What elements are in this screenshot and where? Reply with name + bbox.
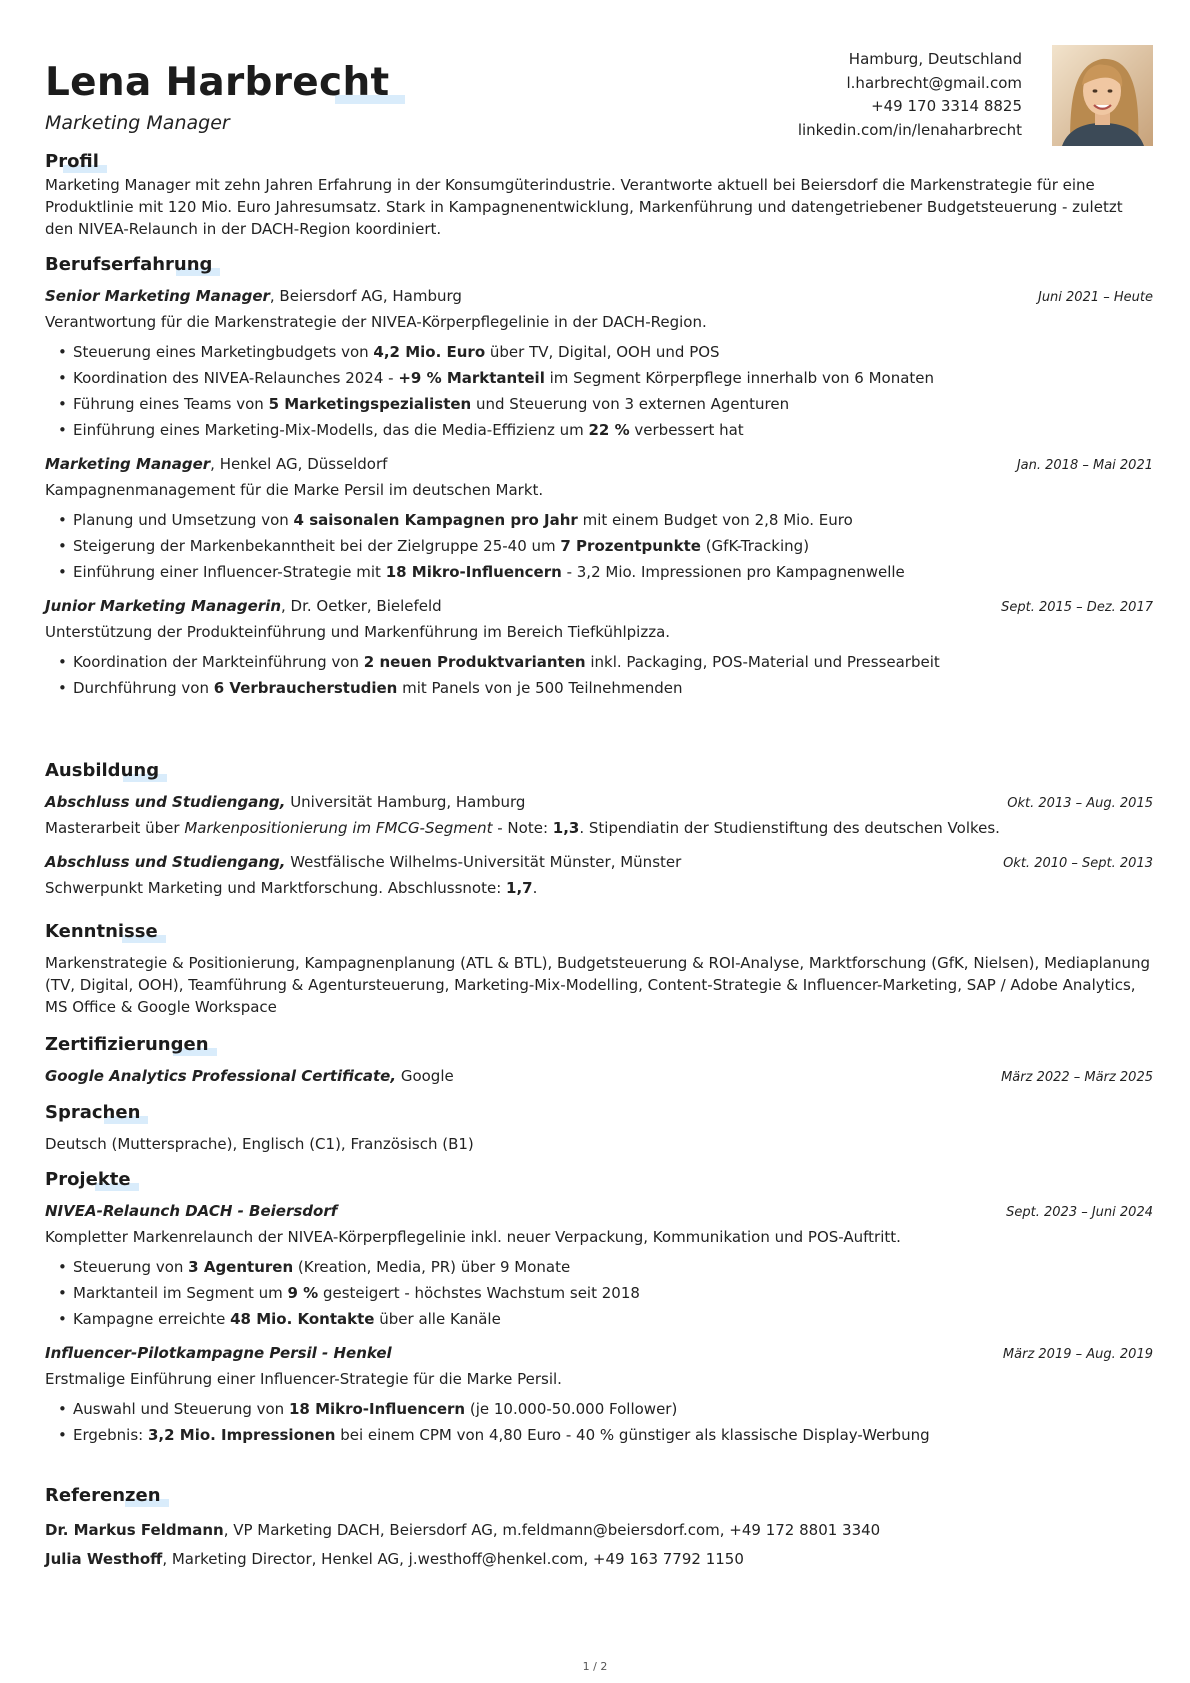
job-org: , Beiersdorf AG, Hamburg xyxy=(269,287,462,305)
project-title-wrap xyxy=(45,1342,392,1364)
experience-section xyxy=(45,253,1153,701)
profile-text: Marketing Manager mit zehn Jahren Erfahrung in der Konsumgüterindustrie. Verantworte aktuell bei Beiersdorf die Markenstrategie für eine Produktlinie mit 120 Mio. Euro Jahresumsatz. Stark in Kampagnenentwicklung, Markenführung und datengetriebener Budgetsteuerung - zuletzt den NIVEA-Relaunch in der DACH-Region koordiniert. xyxy=(45,176,1123,238)
certification-date: März 2022 – März 2025 xyxy=(1001,1070,1153,1085)
education-degree: Abschluss und Studiengang, xyxy=(45,853,286,871)
references-section xyxy=(45,1484,1153,1574)
profile-section xyxy=(45,150,1153,240)
job-header xyxy=(45,595,1153,619)
bullet-item: • Einführung eines Marketing-Mix-Modells, das die Media-Effizienz um 22 % verbessert hat xyxy=(73,417,1153,443)
job-summary: Unterstützung der Produkteinführung und Markenführung im Bereich Tiefkühlpizza. xyxy=(45,623,671,641)
education-section xyxy=(45,759,1153,899)
education-date: Okt. 2010 – Sept. 2013 xyxy=(1003,856,1153,871)
project-summary: Erstmalige Einführung einer Influencer-Strategie für die Marke Persil. xyxy=(45,1370,562,1388)
bullet-item: • Steuerung eines Marketingbudgets von 4,2 Mio. Euro über TV, Digital, OOH und POS xyxy=(73,339,1153,365)
resume-header xyxy=(45,0,1153,160)
bullet-item: • Ergebnis: 3,2 Mio. Impressionen bei einem CPM von 4,80 Euro - 40 % günstiger als klassische Display-Werbung xyxy=(73,1422,1153,1448)
languages-text: Deutsch (Muttersprache), Englisch (C1), Französisch (B1) xyxy=(45,1135,474,1153)
reference-name: Dr. Markus Feldmann xyxy=(45,1521,224,1539)
project-entry xyxy=(45,1200,1153,1332)
job-date: Jan. 2018 – Mai 2021 xyxy=(1016,458,1153,473)
certification-entry xyxy=(45,1065,1153,1089)
contact-phone: +49 170 3314 8825 xyxy=(871,97,1022,115)
resume-page xyxy=(45,0,1153,1683)
bullet-item: • Koordination des NIVEA-Relaunches 2024 - +9 % Marktanteil im Segment Körperpflege innerhalb von 6 Monaten xyxy=(73,365,1153,391)
section-title-languages: Sprachen xyxy=(45,1102,141,1123)
job-bullets xyxy=(45,649,1153,701)
contact-block xyxy=(798,48,1022,142)
project-date: März 2019 – Aug. 2019 xyxy=(1002,1347,1153,1362)
contact-email[interactable]: l.harbrecht@gmail.com xyxy=(846,73,1022,92)
reference-details: , VP Marketing DACH, Beiersdorf AG, m.feldmann@beiersdorf.com, +49 172 8801 3340 xyxy=(223,1521,881,1539)
project-title: Influencer-Pilotkampagne Persil - Henkel xyxy=(45,1344,392,1362)
bullet-item: • Einführung einer Influencer-Strategie mit 18 Mikro-Influencern - 3,2 Mio. Impressionen pro Kampagnenwelle xyxy=(73,559,1153,585)
job-entry xyxy=(45,285,1153,443)
job-date: Juni 2021 – Heute xyxy=(1037,290,1153,305)
bullet-item: • Planung und Umsetzung von 4 saisonalen Kampagnen pro Jahr mit einem Budget von 2,8 Mio. Euro xyxy=(73,507,1153,533)
section-title-references: Referenzen xyxy=(45,1485,161,1506)
education-details: Schwerpunkt Marketing und Marktforschung. Abschlussnote: 1,7. xyxy=(45,879,538,897)
bullet-item: • Kampagne erreichte 48 Mio. Kontakte über alle Kanäle xyxy=(73,1306,1153,1332)
bullet-item: • Steuerung von 3 Agenturen (Kreation, Media, PR) über 9 Monate xyxy=(73,1254,1153,1280)
education-org: Westfälische Wilhelms-Universität Münster, Münster xyxy=(285,853,682,871)
job-role: Junior Marketing Managerin xyxy=(45,597,281,615)
job-entry xyxy=(45,453,1153,585)
education-degree-org xyxy=(45,851,681,873)
education-degree-org xyxy=(45,791,525,813)
education-details: Masterarbeit über Markenpositionierung im FMCG-Segment - Note: 1,3. Stipendiatin der Studienstiftung des deutschen Volkes. xyxy=(45,819,1000,837)
project-entry xyxy=(45,1342,1153,1448)
education-header xyxy=(45,791,1153,815)
section-title-experience: Berufserfahrung xyxy=(45,254,213,275)
bullet-item: • Koordination der Markteinführung von 2 neuen Produktvarianten inkl. Packaging, POS-Material und Pressearbeit xyxy=(73,649,1153,675)
job-role: Marketing Manager xyxy=(45,455,211,473)
education-org: Universität Hamburg, Hamburg xyxy=(285,793,526,811)
education-date: Okt. 2013 – Aug. 2015 xyxy=(1007,796,1153,811)
reference-entry xyxy=(45,1545,1153,1574)
section-title-education: Ausbildung xyxy=(45,760,160,781)
reference-entry xyxy=(45,1516,1153,1545)
section-title-profile: Profil xyxy=(45,151,99,172)
job-summary: Verantwortung für die Markenstrategie der NIVEA-Körperpflegelinie in der DACH-Region. xyxy=(45,313,707,331)
bullet-item: • Auswahl und Steuerung von 18 Mikro-Influencern (je 10.000-50.000 Follower) xyxy=(73,1396,1153,1422)
project-header xyxy=(45,1342,1153,1366)
job-role-org xyxy=(45,285,462,307)
certification-issuer: Google xyxy=(396,1067,454,1085)
projects-section xyxy=(45,1168,1153,1448)
job-entry xyxy=(45,595,1153,701)
page-number: 1 / 2 xyxy=(582,1660,608,1673)
skills-section xyxy=(45,920,1153,1018)
job-title: Marketing Manager xyxy=(45,112,230,134)
skills-text: Markenstrategie & Positionierung, Kampagnenplanung (ATL & BTL), Budgetsteuerung & ROI-Analyse, Marktforschung (GfK, Nielsen), Mediaplanung (TV, Digital, OOH), Teamführung & Agentursteuerung, Marketing-Mix-Modelling, Content-Strategie & Influencer-Marketing, SAP / Adobe Analytics, MS Office & Google Workspace xyxy=(45,954,1151,1016)
job-header xyxy=(45,453,1153,477)
job-org: , Dr. Oetker, Bielefeld xyxy=(281,597,442,615)
project-header xyxy=(45,1200,1153,1224)
certification-name-issuer xyxy=(45,1065,454,1087)
job-date: Sept. 2015 – Dez. 2017 xyxy=(1001,600,1153,615)
contact-linkedin[interactable]: linkedin.com/in/lenaharbrecht xyxy=(797,120,1022,139)
education-header xyxy=(45,851,1153,875)
job-summary: Kampagnenmanagement für die Marke Persil im deutschen Markt. xyxy=(45,481,544,499)
languages-section xyxy=(45,1101,1153,1155)
project-bullets xyxy=(45,1254,1153,1332)
education-entry xyxy=(45,851,1153,899)
job-bullets xyxy=(45,507,1153,585)
bullet-item: • Steigerung der Markenbekanntheit bei der Zielgruppe 25-40 um 7 Prozentpunkte (GfK-Tracking) xyxy=(73,533,1153,559)
candidate-name: Lena Harbrecht xyxy=(45,60,390,105)
bullet-item: • Marktanteil im Segment um 9 % gesteigert - höchstes Wachstum seit 2018 xyxy=(73,1280,1153,1306)
contact-location: Hamburg, Deutschland xyxy=(848,50,1022,68)
project-title: NIVEA-Relaunch DACH - Beiersdorf xyxy=(45,1202,338,1220)
reference-details: , Marketing Director, Henkel AG, j.westhoff@henkel.com, +49 163 7792 1150 xyxy=(162,1550,744,1568)
section-title-projects: Projekte xyxy=(45,1169,131,1190)
project-title-wrap xyxy=(45,1200,337,1222)
section-title-skills: Kenntnisse xyxy=(45,921,158,942)
job-header xyxy=(45,285,1153,309)
education-entry xyxy=(45,791,1153,839)
certifications-section xyxy=(45,1033,1153,1089)
section-title-certifications: Zertifizierungen xyxy=(45,1034,209,1055)
job-role-org xyxy=(45,595,442,617)
certification-name: Google Analytics Professional Certificate, xyxy=(45,1067,397,1085)
bullet-item: • Führung eines Teams von 5 Marketingspezialisten und Steuerung von 3 externen Agenturen xyxy=(73,391,1153,417)
project-summary: Kompletter Markenrelaunch der NIVEA-Körperpflegelinie inkl. neuer Verpackung, Kommunikation und POS-Auftritt. xyxy=(45,1228,901,1246)
job-role-org xyxy=(45,453,387,475)
profile-photo xyxy=(1052,45,1153,146)
bullet-item: • Durchführung von 6 Verbraucherstudien mit Panels von je 500 Teilnehmenden xyxy=(73,675,1153,701)
job-bullets xyxy=(45,339,1153,443)
project-date: Sept. 2023 – Juni 2024 xyxy=(1006,1205,1153,1220)
job-org: , Henkel AG, Düsseldorf xyxy=(210,455,388,473)
job-role: Senior Marketing Manager xyxy=(45,287,270,305)
project-bullets xyxy=(45,1396,1153,1448)
education-degree: Abschluss und Studiengang, xyxy=(45,793,286,811)
reference-name: Julia Westhoff xyxy=(45,1550,163,1568)
